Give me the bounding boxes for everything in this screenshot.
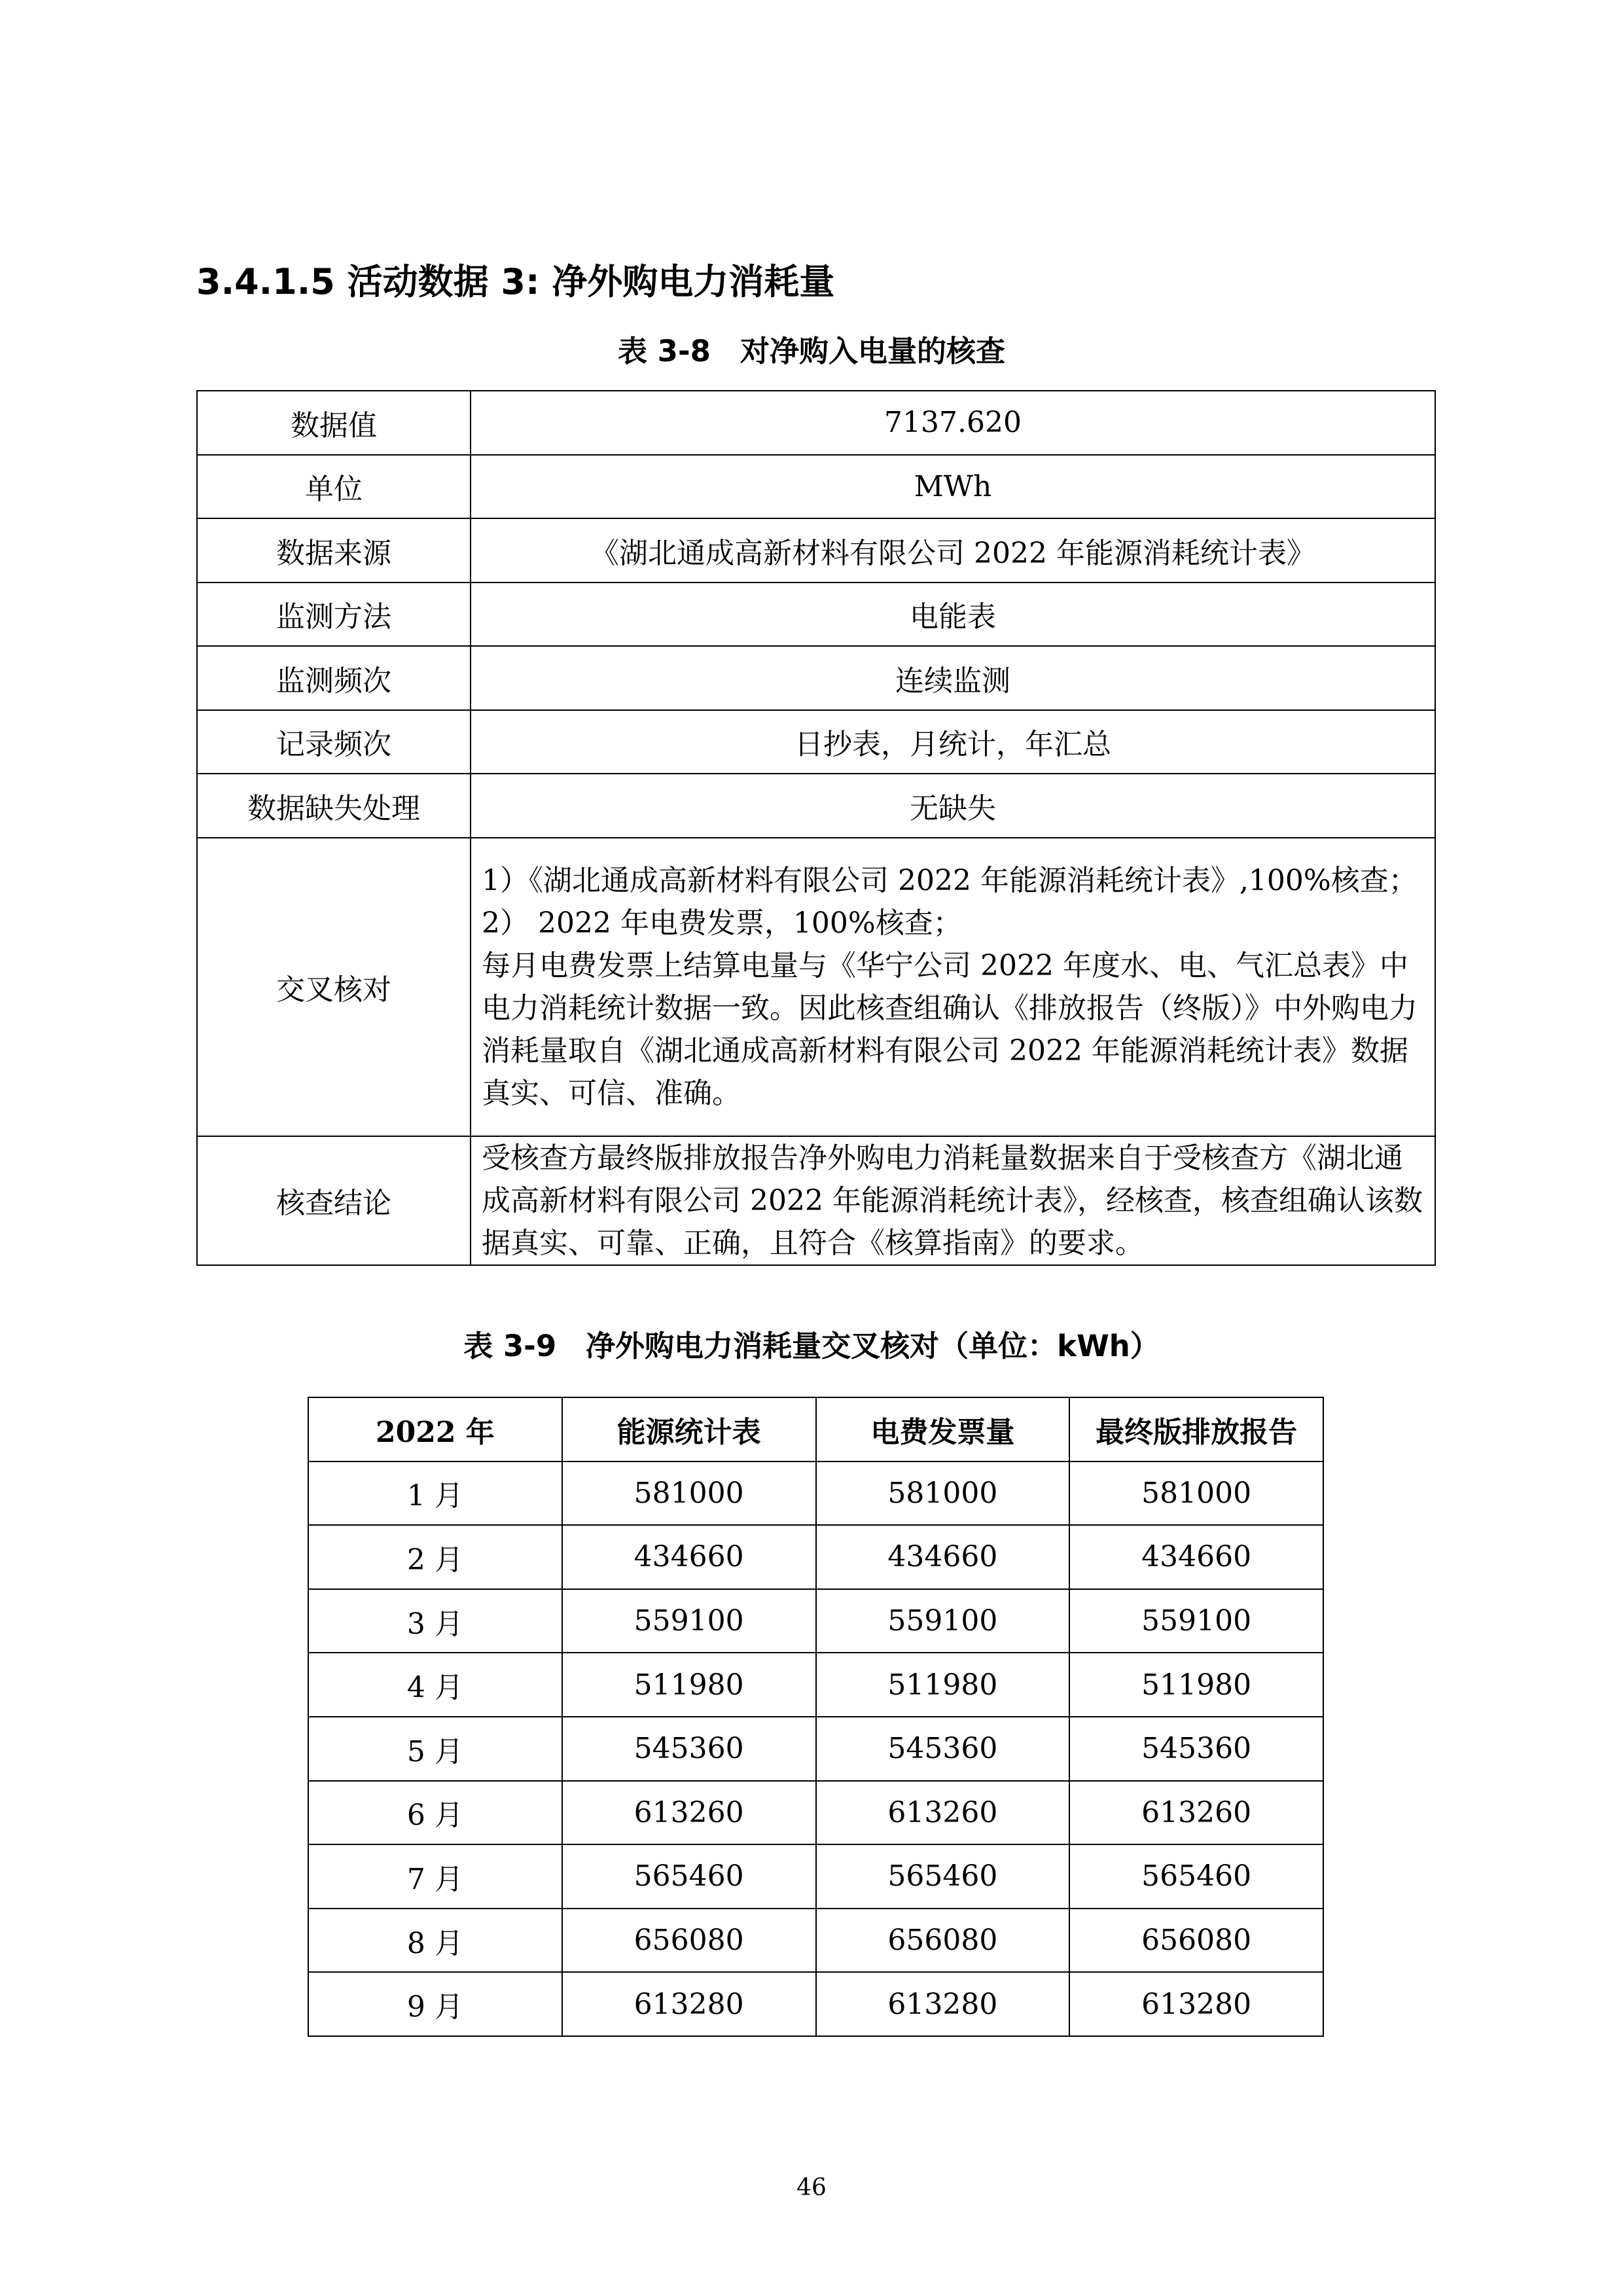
table-row	[308, 1589, 1323, 1653]
table-row	[197, 391, 1435, 455]
value-cell: 581000	[1069, 1462, 1323, 1526]
table-row	[308, 1781, 1323, 1845]
table-3-8-caption: 表 3-8 对净购入电量的核查	[618, 334, 1005, 368]
month-cell: 4 月	[308, 1653, 562, 1717]
page-number: 46	[796, 2174, 827, 2201]
value-cell: 511980	[562, 1653, 816, 1717]
table-row	[308, 1525, 1323, 1589]
cross-check-text	[471, 838, 1435, 1136]
cross-check-row	[197, 838, 1435, 1136]
month-cell: 8 月	[308, 1909, 562, 1973]
value-cell: 613280	[1069, 1972, 1323, 2036]
value-cell: 559100	[1069, 1589, 1323, 1653]
table-row	[308, 1717, 1323, 1781]
table-3-9-caption: 表 3-9 净外购电力消耗量交叉核对（单位：kWh）	[463, 1329, 1160, 1363]
row-value: 连续监测	[471, 646, 1435, 710]
value-cell: 434660	[816, 1525, 1070, 1589]
value-cell: 613280	[562, 1972, 816, 2036]
table-row	[308, 1844, 1323, 1909]
table-3-8	[196, 390, 1436, 1266]
row-key: 数据值	[197, 391, 471, 455]
row-value: 电能表	[471, 583, 1435, 647]
value-cell: 559100	[562, 1589, 816, 1653]
value-cell: 565460	[816, 1844, 1070, 1909]
value-cell: 511980	[816, 1653, 1070, 1717]
value-cell: 656080	[816, 1909, 1070, 1973]
month-cell: 5 月	[308, 1717, 562, 1781]
table-row	[197, 710, 1435, 774]
table-header-row	[308, 1397, 1323, 1462]
column-header: 2022 年	[308, 1397, 562, 1462]
cross-check-text-body: 1）《湖北通成高新材料有限公司 2022 年能源消耗统计表》,100%核查； 2） 2022 年电费发票，100%核查； 每月电费发票上结算电量与《华宁公司 2022 年度水、电、气汇总表》中电力消耗统计数据一致。因此核查组确认《排放报告（终版）》中外购电力消耗量取自《湖北通成高新材料有限公司 2022 年能源消耗统计表》数据真实、可信、准确。	[482, 863, 1418, 1110]
row-key: 数据缺失处理	[197, 774, 471, 838]
table-row	[308, 1653, 1323, 1717]
column-header: 电费发票量	[816, 1397, 1070, 1462]
row-value: MWh	[471, 455, 1435, 519]
row-key: 监测方法	[197, 583, 471, 647]
value-cell: 565460	[562, 1844, 816, 1909]
table-row	[197, 646, 1435, 710]
cross-check-key: 交叉核对	[197, 838, 471, 1136]
row-key: 记录频次	[197, 710, 471, 774]
month-cell: 7 月	[308, 1844, 562, 1909]
value-cell: 545360	[816, 1717, 1070, 1781]
value-cell: 434660	[1069, 1525, 1323, 1589]
value-cell: 613260	[816, 1781, 1070, 1845]
table-row	[308, 1909, 1323, 1973]
table-row	[308, 1462, 1323, 1526]
value-cell: 613260	[562, 1781, 816, 1845]
value-cell: 511980	[1069, 1653, 1323, 1717]
conclusion-text: 受核查方最终版排放报告净外购电力消耗量数据来自于受核查方《湖北通成高新材料有限公司 2022 年能源消耗统计表》，经核查，核查组确认该数据真实、可靠、正确，且符合《核算指南》的要求。	[471, 1136, 1435, 1265]
row-value: 7137.620	[471, 391, 1435, 455]
row-key: 单位	[197, 455, 471, 519]
value-cell: 581000	[816, 1462, 1070, 1526]
value-cell: 545360	[1069, 1717, 1323, 1781]
row-key: 数据来源	[197, 518, 471, 583]
row-value: 无缺失	[471, 774, 1435, 838]
month-cell: 9 月	[308, 1972, 562, 2036]
table-row	[308, 1972, 1323, 2036]
column-header: 最终版排放报告	[1069, 1397, 1323, 1462]
column-header: 能源统计表	[562, 1397, 816, 1462]
row-value: 《湖北通成高新材料有限公司 2022 年能源消耗统计表》	[471, 518, 1435, 583]
month-cell: 3 月	[308, 1589, 562, 1653]
value-cell: 434660	[562, 1525, 816, 1589]
month-cell: 1 月	[308, 1462, 562, 1526]
conclusion-key: 核查结论	[197, 1136, 471, 1265]
row-key: 监测频次	[197, 646, 471, 710]
month-cell: 6 月	[308, 1781, 562, 1845]
value-cell: 656080	[1069, 1909, 1323, 1973]
value-cell: 581000	[562, 1462, 816, 1526]
value-cell: 613260	[1069, 1781, 1323, 1845]
section-heading: 3.4.1.5 活动数据 3: 净外购电力消耗量	[196, 261, 835, 302]
table-row	[197, 455, 1435, 519]
table-row	[197, 774, 1435, 838]
table-row	[197, 583, 1435, 647]
value-cell: 545360	[562, 1717, 816, 1781]
value-cell: 565460	[1069, 1844, 1323, 1909]
row-value: 日抄表，月统计，年汇总	[471, 710, 1435, 774]
value-cell: 613280	[816, 1972, 1070, 2036]
month-cell: 2 月	[308, 1525, 562, 1589]
value-cell: 559100	[816, 1589, 1070, 1653]
table-row	[197, 518, 1435, 583]
value-cell: 656080	[562, 1909, 816, 1973]
conclusion-row	[197, 1136, 1435, 1265]
table-3-9	[308, 1397, 1324, 2037]
